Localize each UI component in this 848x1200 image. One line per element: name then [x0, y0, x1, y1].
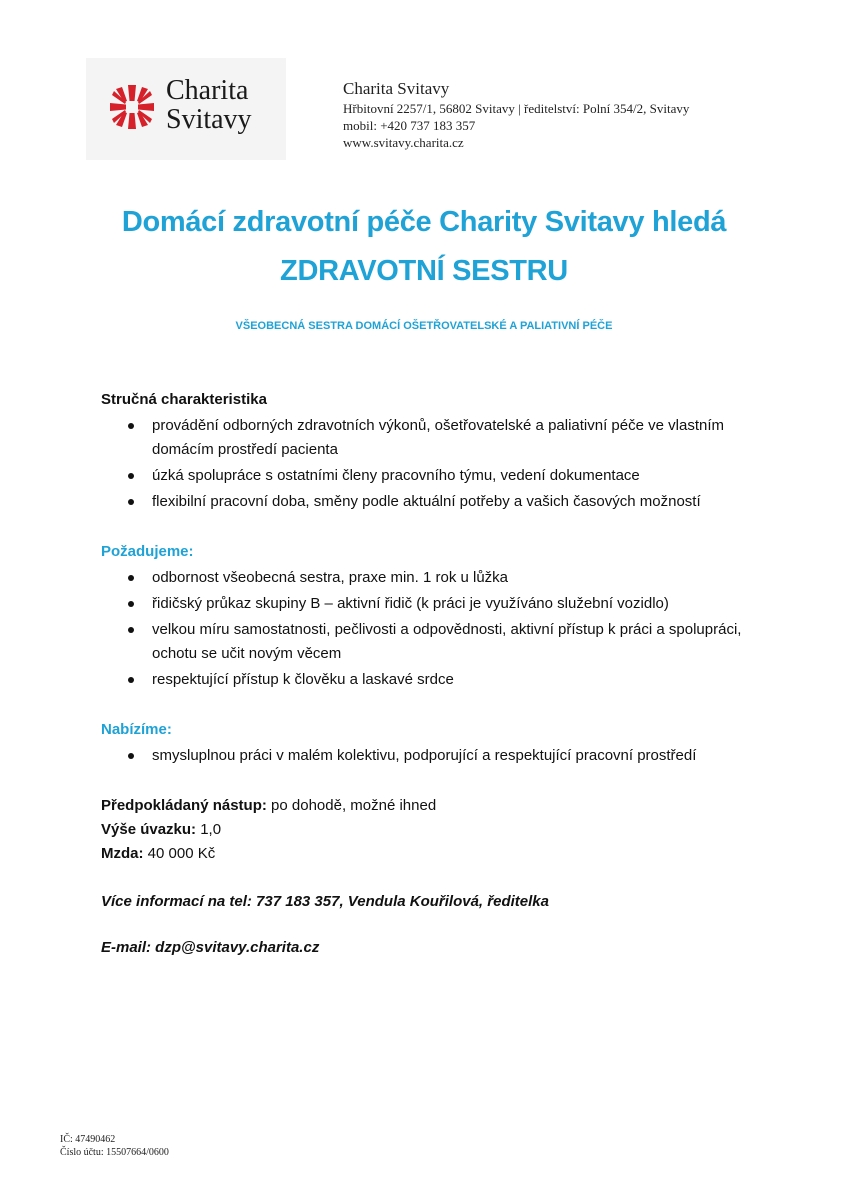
list-item: úzká spolupráce s ostatními členy pracovního týmu, vedení dokumentace [101, 464, 761, 488]
job-subtitle: VŠEOBECNÁ SESTRA DOMÁCÍ OŠETŘOVATELSKÉ A PALIATIVNÍ PÉČE [235, 320, 613, 332]
list-item: respektující přístup k člověku a laskavé srdce [101, 668, 761, 692]
requirements-heading: Požadujeme: [101, 543, 194, 560]
list-item: odbornost všeobecná sestra, praxe min. 1 rok u lůžka [101, 566, 761, 590]
workload-label: Výše úvazku: [101, 821, 197, 838]
page-title: Domácí zdravotní péče Charity Svitavy hledá [121, 206, 727, 238]
org-website[interactable]: www.svitavy.charita.cz [343, 135, 464, 150]
list-item: flexibilní pracovní doba, směny podle aktuální potřeby a vašich časových možností [101, 490, 761, 514]
salary-label: Mzda: [101, 845, 144, 862]
job-description [101, 388, 761, 960]
job-title: ZDRAVOTNÍ SESTRU [280, 255, 568, 287]
salary-value: 40 000 Kč [143, 845, 216, 862]
contact-email[interactable]: E-mail: dzp@svitavy.charita.cz [101, 939, 320, 956]
salary [101, 842, 761, 866]
start-date-value: po dohodě, možné ihned [266, 797, 437, 814]
contact-phone: Více informací na tel: 737 183 357, Vendula Kouřilová, ředitelka [101, 893, 549, 910]
logo-line-2: Svitavy [166, 104, 252, 135]
characteristics-list [101, 414, 761, 514]
list-item: velkou míru samostatnosti, pečlivosti a odpovědnosti, aktivní přístup k práci a spolupráci, ochotu se učit novým věcem [101, 618, 761, 666]
logo-wordmark [166, 76, 252, 134]
workload-value: 1,0 [196, 821, 222, 838]
org-mobile: mobil: +420 737 183 357 [343, 118, 476, 133]
organization-info [343, 78, 689, 151]
requirements-list [101, 566, 761, 692]
org-address: Hřbitovní 2257/1, 56802 Svitavy | ředitelství: Polní 354/2, Svitavy [343, 101, 690, 116]
bank-account: Číslo účtu: 15507664/0600 [60, 1147, 169, 1158]
start-date [101, 794, 761, 818]
logo-line-1: Charita [166, 75, 249, 106]
list-item: provádění odborných zdravotních výkonů, ošetřovatelské a paliativní péče ve vlastním domácím prostředí pacienta [101, 414, 761, 462]
list-item: smysluplnou práci v malém kolektivu, podporující a respektující pracovní prostředí [101, 744, 761, 768]
org-name: Charita Svitavy [343, 79, 450, 98]
charita-logo [86, 58, 286, 160]
offer-list [101, 744, 761, 768]
offer-heading: Nabízíme: [101, 721, 172, 738]
characteristics-heading: Stručná charakteristika [101, 391, 267, 408]
list-item: řidičský průkaz skupiny B – aktivní řidič (k práci je využíváno služební vozidlo) [101, 592, 761, 616]
footer [60, 1133, 169, 1159]
start-date-label: Předpokládaný nástup: [101, 797, 267, 814]
company-id: IČ: 47490462 [60, 1134, 116, 1145]
charita-cross-icon [108, 83, 156, 131]
workload [101, 818, 761, 842]
